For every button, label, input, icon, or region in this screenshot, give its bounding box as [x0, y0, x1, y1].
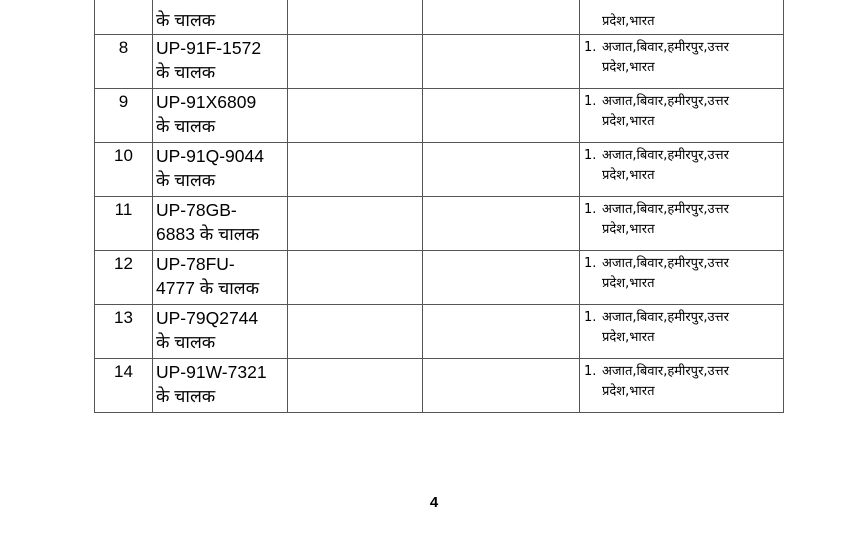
address-line-1: अजात,बिवार,हमीरपुर,उत्तर	[602, 202, 729, 217]
table-row	[95, 251, 784, 305]
page-number: 4	[429, 494, 439, 511]
vehicle-text: के चालक	[156, 10, 216, 30]
table-row	[95, 359, 784, 413]
serial-cell	[95, 251, 153, 305]
vehicle-number: UP-78FU-	[156, 254, 235, 274]
address-line-1: अजात,बिवार,हमीरपुर,उत्तर	[602, 310, 729, 325]
vehicle-driver-label: के चालक	[156, 116, 216, 136]
address-cell	[580, 359, 784, 413]
vehicle-cell	[153, 0, 288, 35]
address-list-number: 1.	[584, 310, 597, 325]
serial-cell	[95, 305, 153, 359]
empty-cell	[423, 197, 580, 251]
serial-number: 12	[114, 254, 133, 273]
vehicle-driver-label: 6883 के चालक	[156, 224, 260, 244]
vehicle-cell	[153, 35, 288, 89]
vehicle-driver-label: के चालक	[156, 62, 216, 82]
vehicle-number: UP-78GB-	[156, 200, 237, 220]
records-table	[94, 0, 784, 413]
serial-cell	[95, 197, 153, 251]
address-line-2: प्रदेश,भारत	[602, 114, 655, 129]
empty-cell	[288, 35, 423, 89]
address-cell	[580, 35, 784, 89]
empty-cell	[288, 251, 423, 305]
serial-number: 9	[118, 92, 129, 111]
empty-cell	[423, 35, 580, 89]
vehicle-cell	[153, 359, 288, 413]
vehicle-number: UP-91X6809	[156, 92, 257, 112]
vehicle-number: UP-91W-7321	[156, 362, 267, 382]
empty-cell	[423, 359, 580, 413]
empty-cell	[288, 197, 423, 251]
address-line-1: अजात,बिवार,हमीरपुर,उत्तर	[602, 148, 729, 163]
address-line-2: प्रदेश,भारत	[602, 330, 655, 345]
vehicle-cell	[153, 197, 288, 251]
table-row-continued	[95, 0, 784, 35]
address-line-2: प्रदेश,भारत	[602, 60, 655, 75]
empty-cell	[423, 251, 580, 305]
address-list-number: 1.	[584, 256, 597, 271]
serial-cell	[95, 89, 153, 143]
serial-number: 11	[114, 200, 133, 219]
vehicle-driver-label: के चालक	[156, 332, 216, 352]
address-list-number: 1.	[584, 148, 597, 163]
vehicle-cell	[153, 251, 288, 305]
serial-number: 13	[114, 308, 133, 327]
vehicle-number: UP-91F-1572	[156, 38, 262, 58]
serial-cell	[95, 143, 153, 197]
table-row	[95, 35, 784, 89]
serial-cell	[95, 35, 153, 89]
address-cell	[580, 251, 784, 305]
address-list-number: 1.	[584, 364, 597, 379]
address-line-2: प्रदेश,भारत	[602, 222, 655, 237]
empty-cell	[288, 0, 423, 35]
empty-cell	[423, 89, 580, 143]
empty-cell	[423, 0, 580, 35]
address-line-1: अजात,बिवार,हमीरपुर,उत्तर	[602, 40, 729, 55]
serial-number: 8	[118, 38, 129, 57]
empty-cell	[288, 89, 423, 143]
serial-cell	[95, 359, 153, 413]
vehicle-cell	[153, 143, 288, 197]
serial-number: 10	[114, 146, 133, 165]
address-cell	[580, 143, 784, 197]
address-text: प्रदेश,भारत	[602, 14, 655, 29]
vehicle-driver-label: के चालक	[156, 386, 216, 406]
table-row	[95, 143, 784, 197]
address-cell	[580, 305, 784, 359]
vehicle-driver-label: के चालक	[156, 170, 216, 190]
address-line-2: प्रदेश,भारत	[602, 276, 655, 291]
address-cell	[580, 89, 784, 143]
address-cell	[580, 197, 784, 251]
table-row	[95, 197, 784, 251]
serial-number: 14	[114, 362, 133, 381]
address-line-2: प्रदेश,भारत	[602, 384, 655, 399]
address-line-2: प्रदेश,भारत	[602, 168, 655, 183]
address-list-number: 1.	[584, 94, 597, 109]
vehicle-cell	[153, 305, 288, 359]
empty-cell	[288, 143, 423, 197]
empty-cell	[423, 305, 580, 359]
table-row	[95, 305, 784, 359]
empty-cell	[423, 143, 580, 197]
address-list-number: 1.	[584, 40, 597, 55]
vehicle-driver-label: 4777 के चालक	[156, 278, 260, 298]
vehicle-number: UP-91Q-9044	[156, 146, 264, 166]
empty-cell	[288, 305, 423, 359]
vehicle-number: UP-79Q2744	[156, 308, 259, 328]
address-cell	[580, 0, 784, 35]
serial-cell	[95, 0, 153, 35]
address-line-1: अजात,बिवार,हमीरपुर,उत्तर	[602, 364, 729, 379]
address-line-1: अजात,बिवार,हमीरपुर,उत्तर	[602, 256, 729, 271]
empty-cell	[288, 359, 423, 413]
address-list-number: 1.	[584, 202, 597, 217]
address-line-1: अजात,बिवार,हमीरपुर,उत्तर	[602, 94, 729, 109]
table-row	[95, 89, 784, 143]
vehicle-cell	[153, 89, 288, 143]
